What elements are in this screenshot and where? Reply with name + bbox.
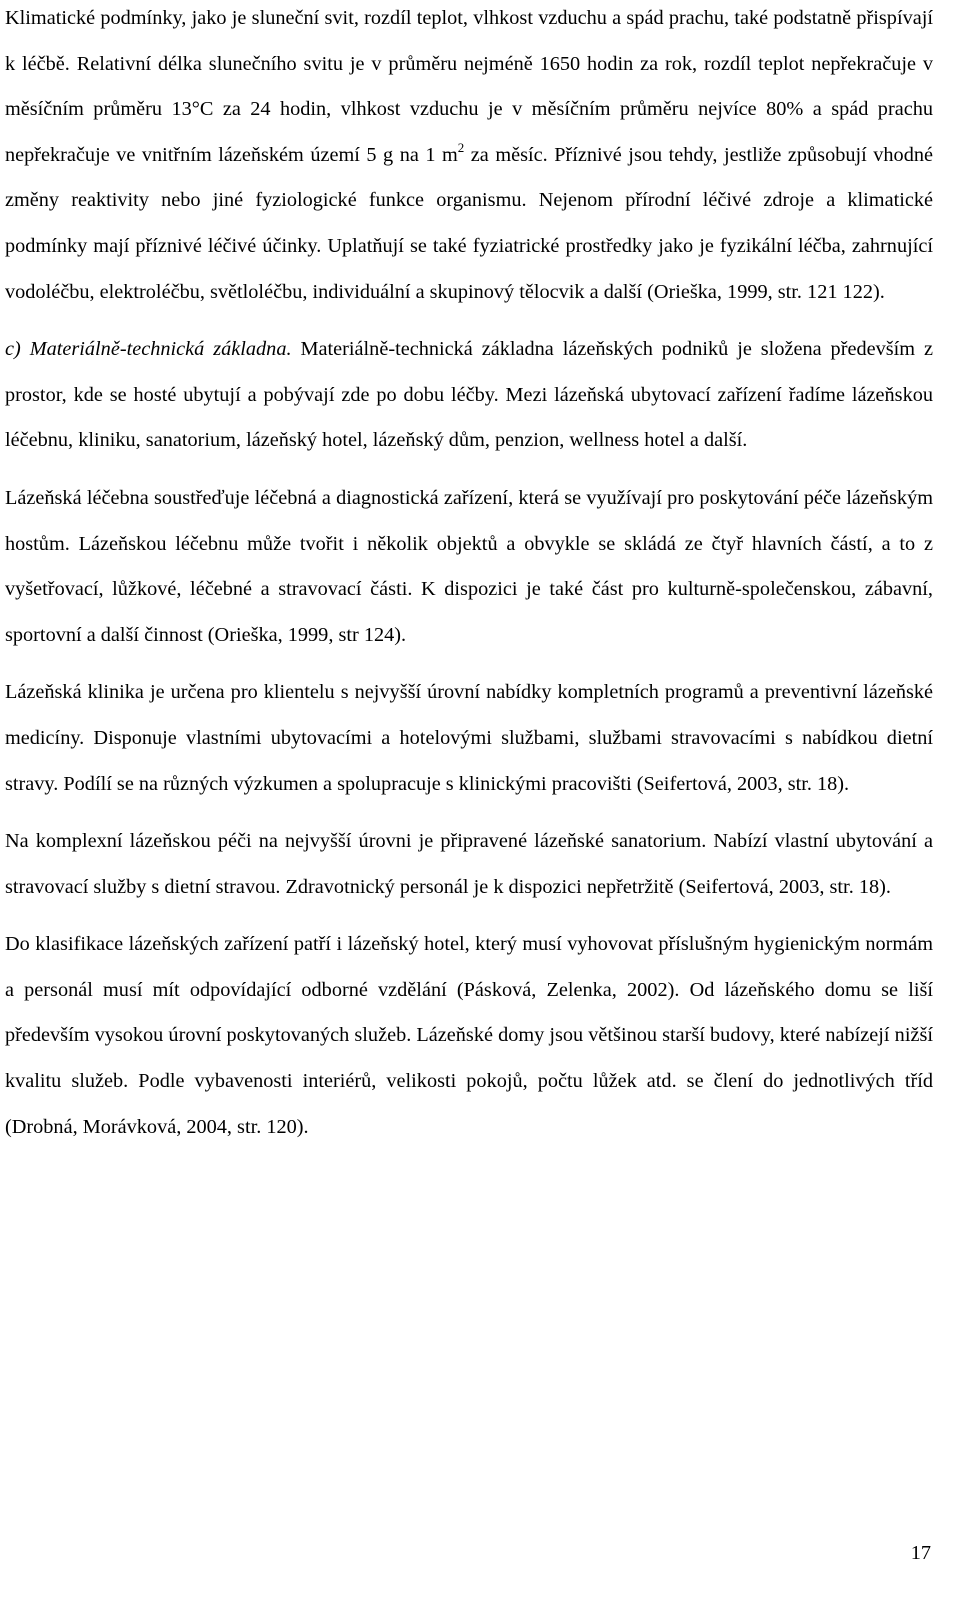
paragraph-spa-clinic: Lázeňská klinika je určena pro klientelu s nejvyšší úrovní nabídky kompletních programů a preventivní lázeňské medicíny. Disponuje vlastními ubytovacími a hotelovými službami, službami stravovacími s nabídkou dietní stravy. Podílí se na různých výzkumen a spolupracuje s klinickými pracovišti (Seifertová, 2003, str. 18).: [5, 681, 933, 795]
paragraph-material-technical-text: Materiálně-technická základna lázeňských podniků je složena především z prostor, kde se hosté ubytují a pobývají zde po dobu léčby. Mezi lázeňská ubytovací zařízení řadíme lázeňskou léčebnu, kliniku, sanatorium, lázeňský hotel, lázeňský dům, penzion, wellness hotel a další.: [5, 338, 933, 452]
paragraph-spa-treatment-center: Lázeňská léčebna soustřeďuje léčebná a diagnostická zařízení, která se využívají pro poskytování péče lázeňským hostům. Lázeňskou léčebnu může tvořit i několik objektů a obvykle se skládá ze čtyř hlavních částí, a to z vyšetřovací, lůžkové, léčebné a stravovací části. K dispozici je také část pro kulturně-společenskou, zábavní, sportovní a další činnost (Orieška, 1999, str 124).: [5, 486, 933, 646]
paragraph-spa-hotel-classification: Do klasifikace lázeňských zařízení patří i lázeňský hotel, který musí vyhovovat příslušným hygienickým normám a personál musí mít odpovídající odborné vzdělání (Pásková, Zelenka, 2002). Od lázeňského domu se liší především vysokou úrovní poskytovaných služeb. Lázeňské domy jsou většinou starší budovy, které nabízejí nižší kvalitu služeb. Podle vybavenosti interiérů, velikosti pokojů, počtu lůžek atd. se člení do jednotlivých tříd (Drobná, Morávková, 2004, str. 120).: [5, 933, 933, 1138]
paragraph-material-technical-base: [5, 327, 933, 464]
document-page: [5, 0, 933, 1150]
page-number: 17: [910, 1542, 931, 1564]
section-heading-material-technical-base: c) Materiálně-technická základna.: [5, 338, 292, 361]
paragraph-climate-text-a: Klimatické podmínky, jako je sluneční svit, rozdíl teplot, vlhkost vzduchu a spád prachu, také podstatně přispívají k léčbě. Relativní délka slunečního svitu je v průměru nejméně 1650 hodin za rok, rozdíl teplot nepřekračuje v měsíčním průměru 13°C za 24 hodin, vlhkost vzduchu je v měsíčním průměru nejvíce 80% a spád prachu nepřekračuje ve vnitřním lázeňském území 5 g na 1 m: [5, 7, 933, 166]
paragraph-spa-sanatorium: Na komplexní lázeňskou péči na nejvyšší úrovni je připravené lázeňské sanatorium. Nabízí vlastní ubytování a stravovací služby s dietní stravou. Zdravotnický personál je k dispozici nepřetržitě (Seifertová, 2003, str. 18).: [5, 830, 933, 898]
paragraph-climate-text-b: za měsíc. Příznivé jsou tehdy, jestliže způsobují vhodné změny reaktivity nebo jiné fyziologické funkce organismu. Nejenom přírodní léčivé zdroje a klimatické podmínky mají příznivé léčivé účinky. Uplatňují se také fyziatrické prostředky jako je fyzikální léčba, zahrnující vodoléčbu, elektroléčbu, světloléčbu, individuální a skupinový tělocvik a další (Orieška, 1999, str. 121 122).: [5, 143, 933, 303]
superscript-square: 2: [457, 140, 465, 156]
paragraph-climate-conditions: [5, 0, 933, 315]
